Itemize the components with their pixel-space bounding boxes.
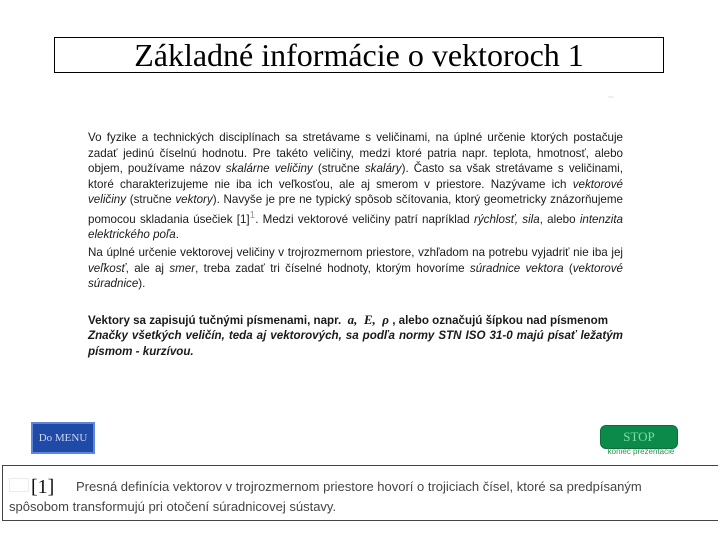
vector-symbol-e: E, bbox=[363, 311, 376, 327]
footnote-text-line1: Presná definícia vektorov v trojrozmernom priestore hovorí o trojiciach čísel, ktoré sa predpísaným bbox=[76, 479, 642, 494]
paragraph-3: Vektory sa zapisujú tučnými písmenami, napr. a, E, ρ , alebo označujú šípkou nad písmenom Značky všetkých veličín, teda aj vektorových, sa podľa normy STN ISO 31-0 majú písať ležatým písmom - kurzívou. bbox=[88, 311, 623, 358]
menu-button[interactable]: Do MENU bbox=[31, 422, 95, 454]
footnote-text-line2: spôsobom transformujú pri otočení súradnicovej sústavy. bbox=[9, 499, 337, 514]
footnote-box bbox=[2, 465, 718, 521]
footnote-ref-link[interactable]: úsečiek [1] bbox=[193, 212, 250, 226]
vector-symbol-a: a, bbox=[347, 311, 358, 327]
footnote-ghost-frame bbox=[9, 478, 29, 492]
paragraph-2: Na úplné určenie vektorovej veličiny v trojrozmernom priestore, vzhľadom na potrebu vyjadriť nie iba jej veľkosť, ale aj smer, treba zadať tri číselné hodnoty, ktorým hovoríme súradnice vektora (vektorové súradnice). bbox=[88, 246, 623, 291]
paragraph-1: Vo fyzike a technických disciplínach sa stretávame s veličinami, na úplné určenie ktorých postačuje zadať jedinú číselnú hodnotu. Pre takéto veličiny, medzi ktoré patria napr. teplota, hmotnosť, alebo objem, používame názov skalárne veličiny (stručne skaláry). Často sa však stretávame s veličinami, ktoré charakterizujeme nie iba ich veľkosťou, ale aj smerom v priestore. Nazývame ich vektorové veličiny (stručne vektory). Navyše je pre ne typický spôsob sčítovania, ktorý geometricky znázorňujeme pomocou skladania úsečiek $[1]^1$. Medzi vektorové veličiny patrí napríklad rýchlosť, sila, alebo intenzita elektrického poľa. bbox=[88, 131, 623, 242]
slide-title-box bbox=[54, 37, 664, 73]
footnote-ref: [1] bbox=[31, 476, 55, 498]
vector-symbol-rho: ρ bbox=[382, 311, 389, 327]
slide-title: Základné informácie o vektoroch 1 bbox=[134, 37, 584, 73]
slide-content bbox=[88, 130, 623, 360]
stop-button[interactable]: STOP bbox=[600, 425, 678, 449]
stop-caption: koniec prezentácie bbox=[607, 447, 675, 456]
decorative-dot bbox=[608, 96, 614, 98]
